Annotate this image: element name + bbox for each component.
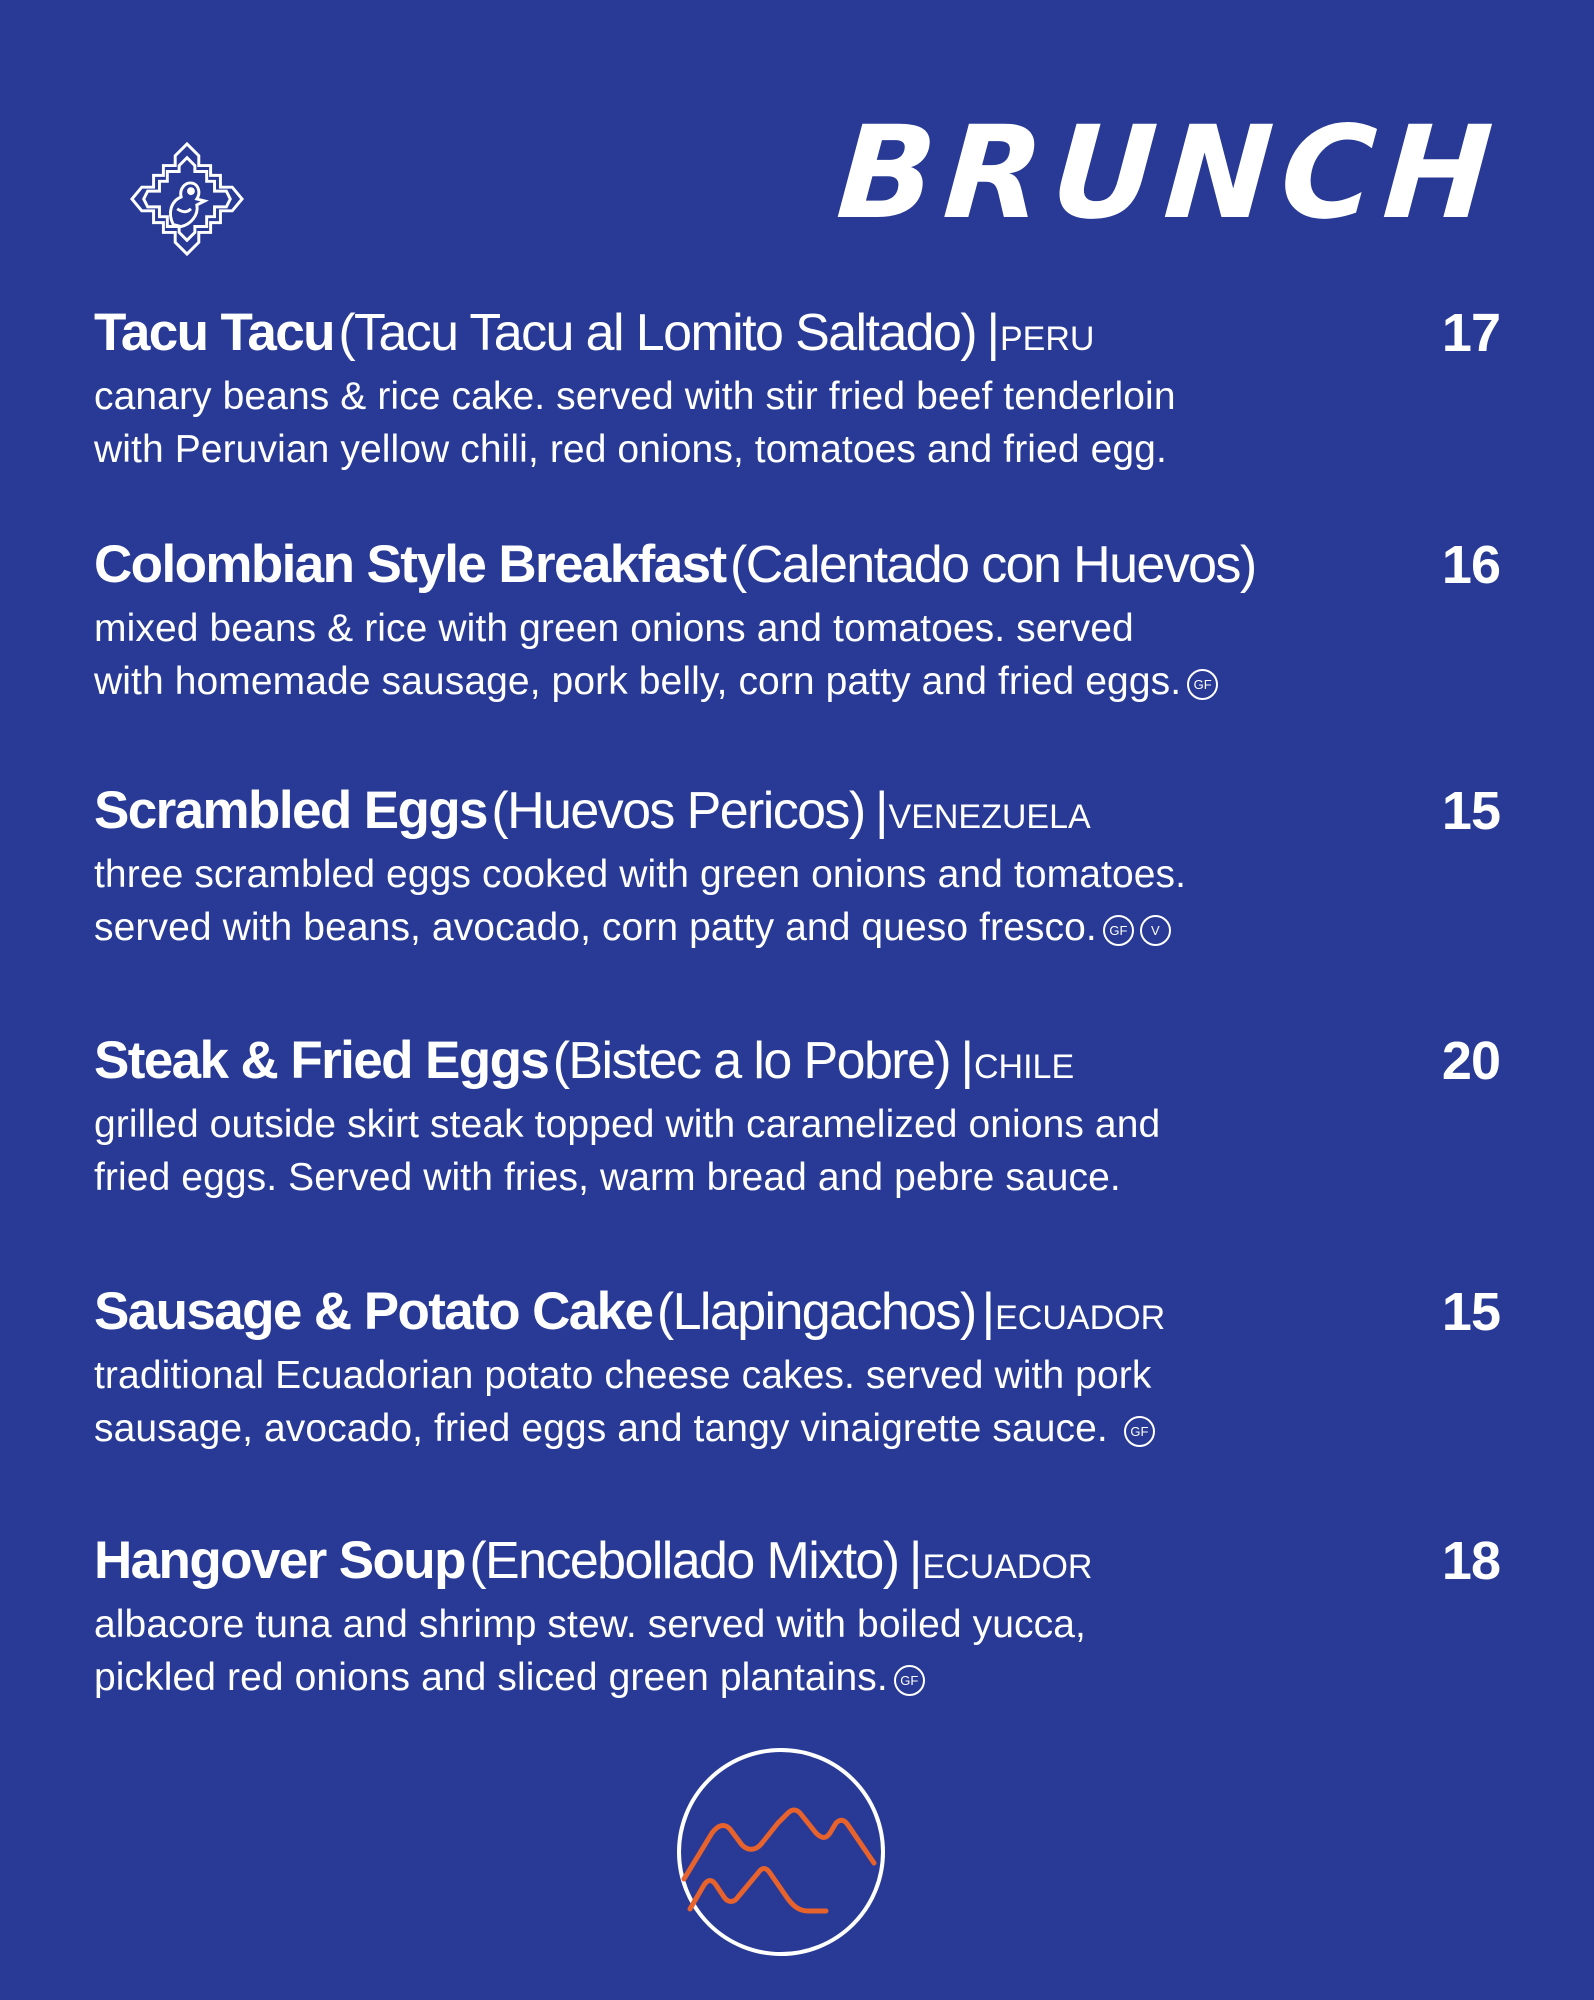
- menu-item-header: [94, 534, 1500, 598]
- item-separator: |: [908, 1532, 923, 1590]
- description-line: [94, 901, 1500, 954]
- item-name: Sausage & Potato Cake: [94, 1282, 653, 1341]
- item-country: CHILE: [974, 1048, 1075, 1086]
- item-name: Scrambled Eggs: [94, 781, 487, 840]
- menu-item-header: [94, 780, 1500, 844]
- description-line: fried eggs. Served with fries, warm bread and pebre sauce.: [94, 1156, 1121, 1199]
- menu-item: [94, 302, 1500, 476]
- item-price: 18: [1441, 1531, 1500, 1591]
- item-name: Tacu Tacu: [94, 303, 334, 362]
- item-country: ECUADOR: [922, 1548, 1093, 1586]
- menu-item: [94, 1281, 1500, 1455]
- menu-item: [94, 780, 1500, 954]
- item-name: Colombian Style Breakfast: [94, 535, 726, 594]
- menu-item: [94, 1530, 1500, 1704]
- item-country: PERU: [999, 320, 1095, 358]
- item-description: [94, 602, 1500, 708]
- item-description: [94, 848, 1500, 954]
- vegetarian-badge: V: [1140, 915, 1171, 946]
- description-line: three scrambled eggs cooked with green onions and tomatoes.: [94, 853, 1187, 896]
- item-alt-name: (Calentado con Huevos): [730, 536, 1256, 594]
- item-description: [94, 1349, 1500, 1455]
- item-alt-name: (Bistec a lo Pobre): [552, 1032, 951, 1090]
- description-line: [94, 1402, 1500, 1455]
- description-line: [94, 655, 1500, 708]
- gluten-free-badge: GF: [1124, 1416, 1155, 1447]
- description-line: traditional Ecuadorian potato cheese cakes. served with pork: [94, 1354, 1152, 1397]
- gluten-free-badge: GF: [894, 1665, 925, 1696]
- description-line: canary beans & rice cake. served with stir fried beef tenderloin: [94, 375, 1176, 418]
- item-country: ECUADOR: [995, 1299, 1166, 1337]
- menu-item: [94, 1030, 1500, 1204]
- item-name: Steak & Fried Eggs: [94, 1031, 549, 1090]
- description-text: with homemade sausage, pork belly, corn patty and fried eggs.: [94, 660, 1182, 703]
- item-alt-name: (Llapingachos): [656, 1283, 976, 1341]
- menu-item-header: [94, 1030, 1500, 1094]
- description-line: [94, 1651, 1500, 1704]
- menu-title: BRUNCH: [832, 99, 1506, 248]
- description-text: pickled red onions and sliced green plantains.: [94, 1656, 888, 1699]
- description-text: sausage, avocado, fried eggs and tangy vinaigrette sauce.: [94, 1407, 1108, 1450]
- gluten-free-badge: GF: [1103, 915, 1134, 946]
- description-line: mixed beans & rice with green onions and tomatoes. served: [94, 607, 1134, 650]
- description-line: albacore tuna and shrimp stew. served with boiled yucca,: [94, 1603, 1086, 1646]
- item-country: VENEZUELA: [888, 798, 1091, 836]
- item-separator: |: [960, 1032, 974, 1090]
- item-separator: |: [875, 782, 889, 840]
- item-price: 20: [1441, 1031, 1500, 1091]
- menu-item: [94, 534, 1500, 708]
- item-name: Hangover Soup: [94, 1531, 465, 1590]
- menu-item-header: [94, 1281, 1500, 1345]
- item-separator: |: [986, 304, 1000, 362]
- item-alt-name: (Huevos Pericos): [491, 782, 865, 840]
- gluten-free-badge: GF: [1187, 669, 1218, 700]
- item-separator: |: [981, 1283, 996, 1341]
- item-description: [94, 1598, 1500, 1704]
- item-price: 15: [1441, 781, 1500, 841]
- mountain-circle-logo-icon: [676, 1747, 886, 1957]
- item-description: [94, 1098, 1500, 1204]
- item-alt-name: (Encebollado Mixto): [469, 1532, 899, 1590]
- item-description: [94, 370, 1500, 476]
- item-alt-name: (Tacu Tacu al Lomito Saltado): [338, 304, 977, 362]
- item-price: 15: [1441, 1282, 1500, 1342]
- andean-bird-emblem-icon: [128, 140, 246, 258]
- description-text: served with beans, avocado, corn patty and queso fresco.: [94, 906, 1097, 949]
- description-line: with Peruvian yellow chili, red onions, tomatoes and fried egg.: [94, 428, 1167, 471]
- description-line: grilled outside skirt steak topped with caramelized onions and: [94, 1103, 1161, 1146]
- menu-item-header: [94, 1530, 1500, 1594]
- item-price: 17: [1441, 303, 1500, 363]
- menu-item-header: [94, 302, 1500, 366]
- item-price: 16: [1441, 535, 1500, 595]
